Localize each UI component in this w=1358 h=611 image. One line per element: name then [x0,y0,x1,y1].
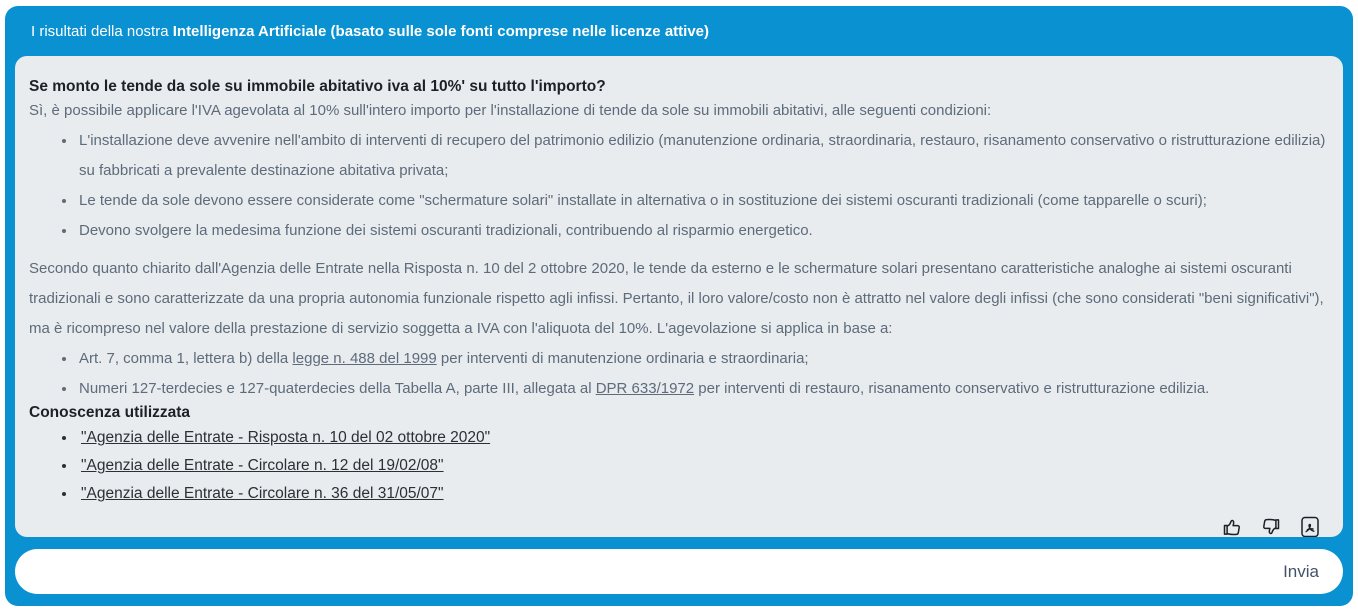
ai-results-panel [5,6,1353,606]
thumbs-down-icon [1259,515,1283,537]
list-item: • Devono svolgere la medesima funzione dei sistemi oscuranti tradizionali, contribuendo al risparmio energetico. [77,216,1327,246]
thumbs-down-button[interactable] [1258,514,1284,537]
user-question: Se monto le tende da sole su immobile abitativo iva al 10%' su tutto l'importo? [29,78,606,95]
legal-ref-text: per interventi di restauro, risanamento conservativo e ristrutturazione edilizia. [694,380,1210,397]
answer-card [15,56,1343,537]
list-item [77,374,1327,404]
legal-refs-list [29,344,1327,404]
thumbs-up-icon [1220,515,1244,537]
law-488-1999-link[interactable]: legge n. 488 del 1999 [292,350,437,367]
message-composer [15,549,1343,594]
knowledge-section-title: Conoscenza utilizzata [29,404,191,421]
list-item [77,424,1327,452]
answer-paragraph: Secondo quanto chiarito dall'Agenzia delle Entrate nella Risposta n. 10 del 2 ottobre 2020, le tende da esterno e le schermature solari presentano caratteristiche analoghe ai sistemi oscuranti tradizionali e sono caratterizzate da una propria autonomia funzionale rispetto agli infissi. Pertanto, il loro valore/costo non è attratto nel valore degli infissi (che sono considerati "beni significativi"), ma è ricompreso nel valore della prestazione di servizio soggetta a IVA con l'aliquota del 10%. L'agevolazione si applica in base a: [29,260,1324,337]
header-prefix: I risultati della nostra [31,23,173,40]
panel-header [15,6,1343,56]
export-pdf-icon [1298,515,1322,537]
export-pdf-button[interactable] [1297,514,1323,537]
conditions-list [29,126,1327,246]
feedback-actions [29,508,1327,537]
knowledge-sources-list [29,424,1327,508]
send-button[interactable]: Invia [1283,561,1319,581]
thumbs-up-button[interactable] [1219,514,1245,537]
list-item [77,480,1327,508]
list-item [77,344,1327,374]
legal-ref-text: Art. 7, comma 1, lettera b) della [79,350,293,367]
source-link-circolare-36[interactable]: "Agenzia delle Entrate - Circolare n. 36 del 31/05/07" [81,485,444,502]
list-item [77,452,1327,480]
list-item: • L'installazione deve avvenire nell'ambito di interventi di recupero del patrimonio edilizio (manutenzione ordinaria, straordinaria, restauro, risanamento conservativo o ristrutturazione edilizia) su fabbricati a prevalente destinazione abitativa privata; [77,126,1327,186]
source-link-circolare-12[interactable]: "Agenzia delle Entrate - Circolare n. 12 del 19/02/08" [81,457,444,474]
legal-ref-text: Numeri 127-terdecies e 127-quaterdecies della Tabella A, parte III, allegata al [79,380,596,397]
answer-intro: Sì, è possibile applicare l'IVA agevolata al 10% sull'intero importo per l'installazione di tende da sole su immobili abitativi, alle seguenti condizioni: [29,102,992,119]
list-item: • Le tende da sole devono essere considerate come "schermature solari" installate in alternativa o in sostituzione dei sistemi oscuranti tradizionali (come tapparelle o scuri); [77,186,1327,216]
dpr-633-1972-link[interactable]: DPR 633/1972 [595,380,695,397]
legal-ref-text: per interventi di manutenzione ordinaria e straordinaria; [436,350,809,367]
source-link-risposta-10-2020[interactable]: "Agenzia delle Entrate - Risposta n. 10 del 02 ottobre 2020" [81,429,491,446]
message-input[interactable] [37,562,1283,582]
header-disclaimer: Intelligenza Artificiale (basato sulle sole fonti comprese nelle licenze attive) [172,23,709,40]
